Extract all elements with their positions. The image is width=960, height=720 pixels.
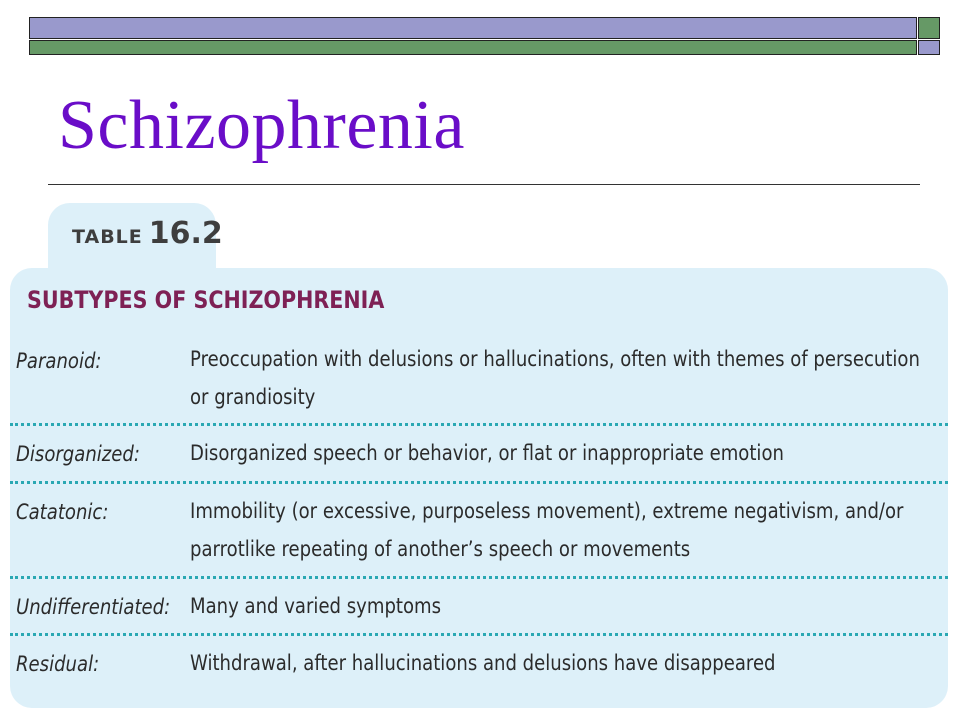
title-underline <box>48 184 920 185</box>
row-desc-disorganized <box>190 434 784 472</box>
header-bar-bottom <box>29 40 917 55</box>
header-square-top <box>918 17 940 39</box>
header-square-bottom <box>918 40 940 55</box>
row-desc-catatonic <box>190 492 903 568</box>
header-bar-top <box>29 17 917 39</box>
desc-line: Withdrawal, after hallucinations and delusions have disappeared <box>190 651 776 675</box>
row-term-disorganized: Disorganized: <box>16 442 140 466</box>
row-term-catatonic: Catatonic: <box>16 500 109 524</box>
row-desc-residual <box>190 644 776 682</box>
row-desc-paranoid <box>190 340 920 416</box>
desc-line: or grandiosity <box>190 385 316 409</box>
row-divider <box>10 633 948 636</box>
table-label-number: 16.2 <box>148 216 223 251</box>
desc-line: Preoccupation with delusions or hallucinations, often with themes of persecution <box>190 347 920 371</box>
row-divider <box>10 576 948 579</box>
desc-line: Immobility (or excessive, purposeless movement), extreme negativism, and/or <box>190 499 904 523</box>
row-divider <box>10 423 948 426</box>
desc-line: Disorganized speech or behavior, or flat or inappropriate emotion <box>190 441 784 465</box>
slide-title: Schizophrenia <box>58 87 465 164</box>
row-term-undifferentiated: Undifferentiated: <box>16 595 171 619</box>
desc-line: parrotlike repeating of another’s speech or movements <box>190 537 691 561</box>
row-term-paranoid: Paranoid: <box>16 349 102 373</box>
table-label-word: TABLE <box>72 226 143 248</box>
table-panel <box>10 268 948 708</box>
desc-line: Many and varied symptoms <box>190 594 442 618</box>
table-number-label <box>72 216 223 251</box>
row-term-residual: Residual: <box>16 652 100 676</box>
row-divider <box>10 481 948 484</box>
table-subtitle: SUBTYPES OF SCHIZOPHRENIA <box>27 286 385 314</box>
row-desc-undifferentiated <box>190 587 441 625</box>
